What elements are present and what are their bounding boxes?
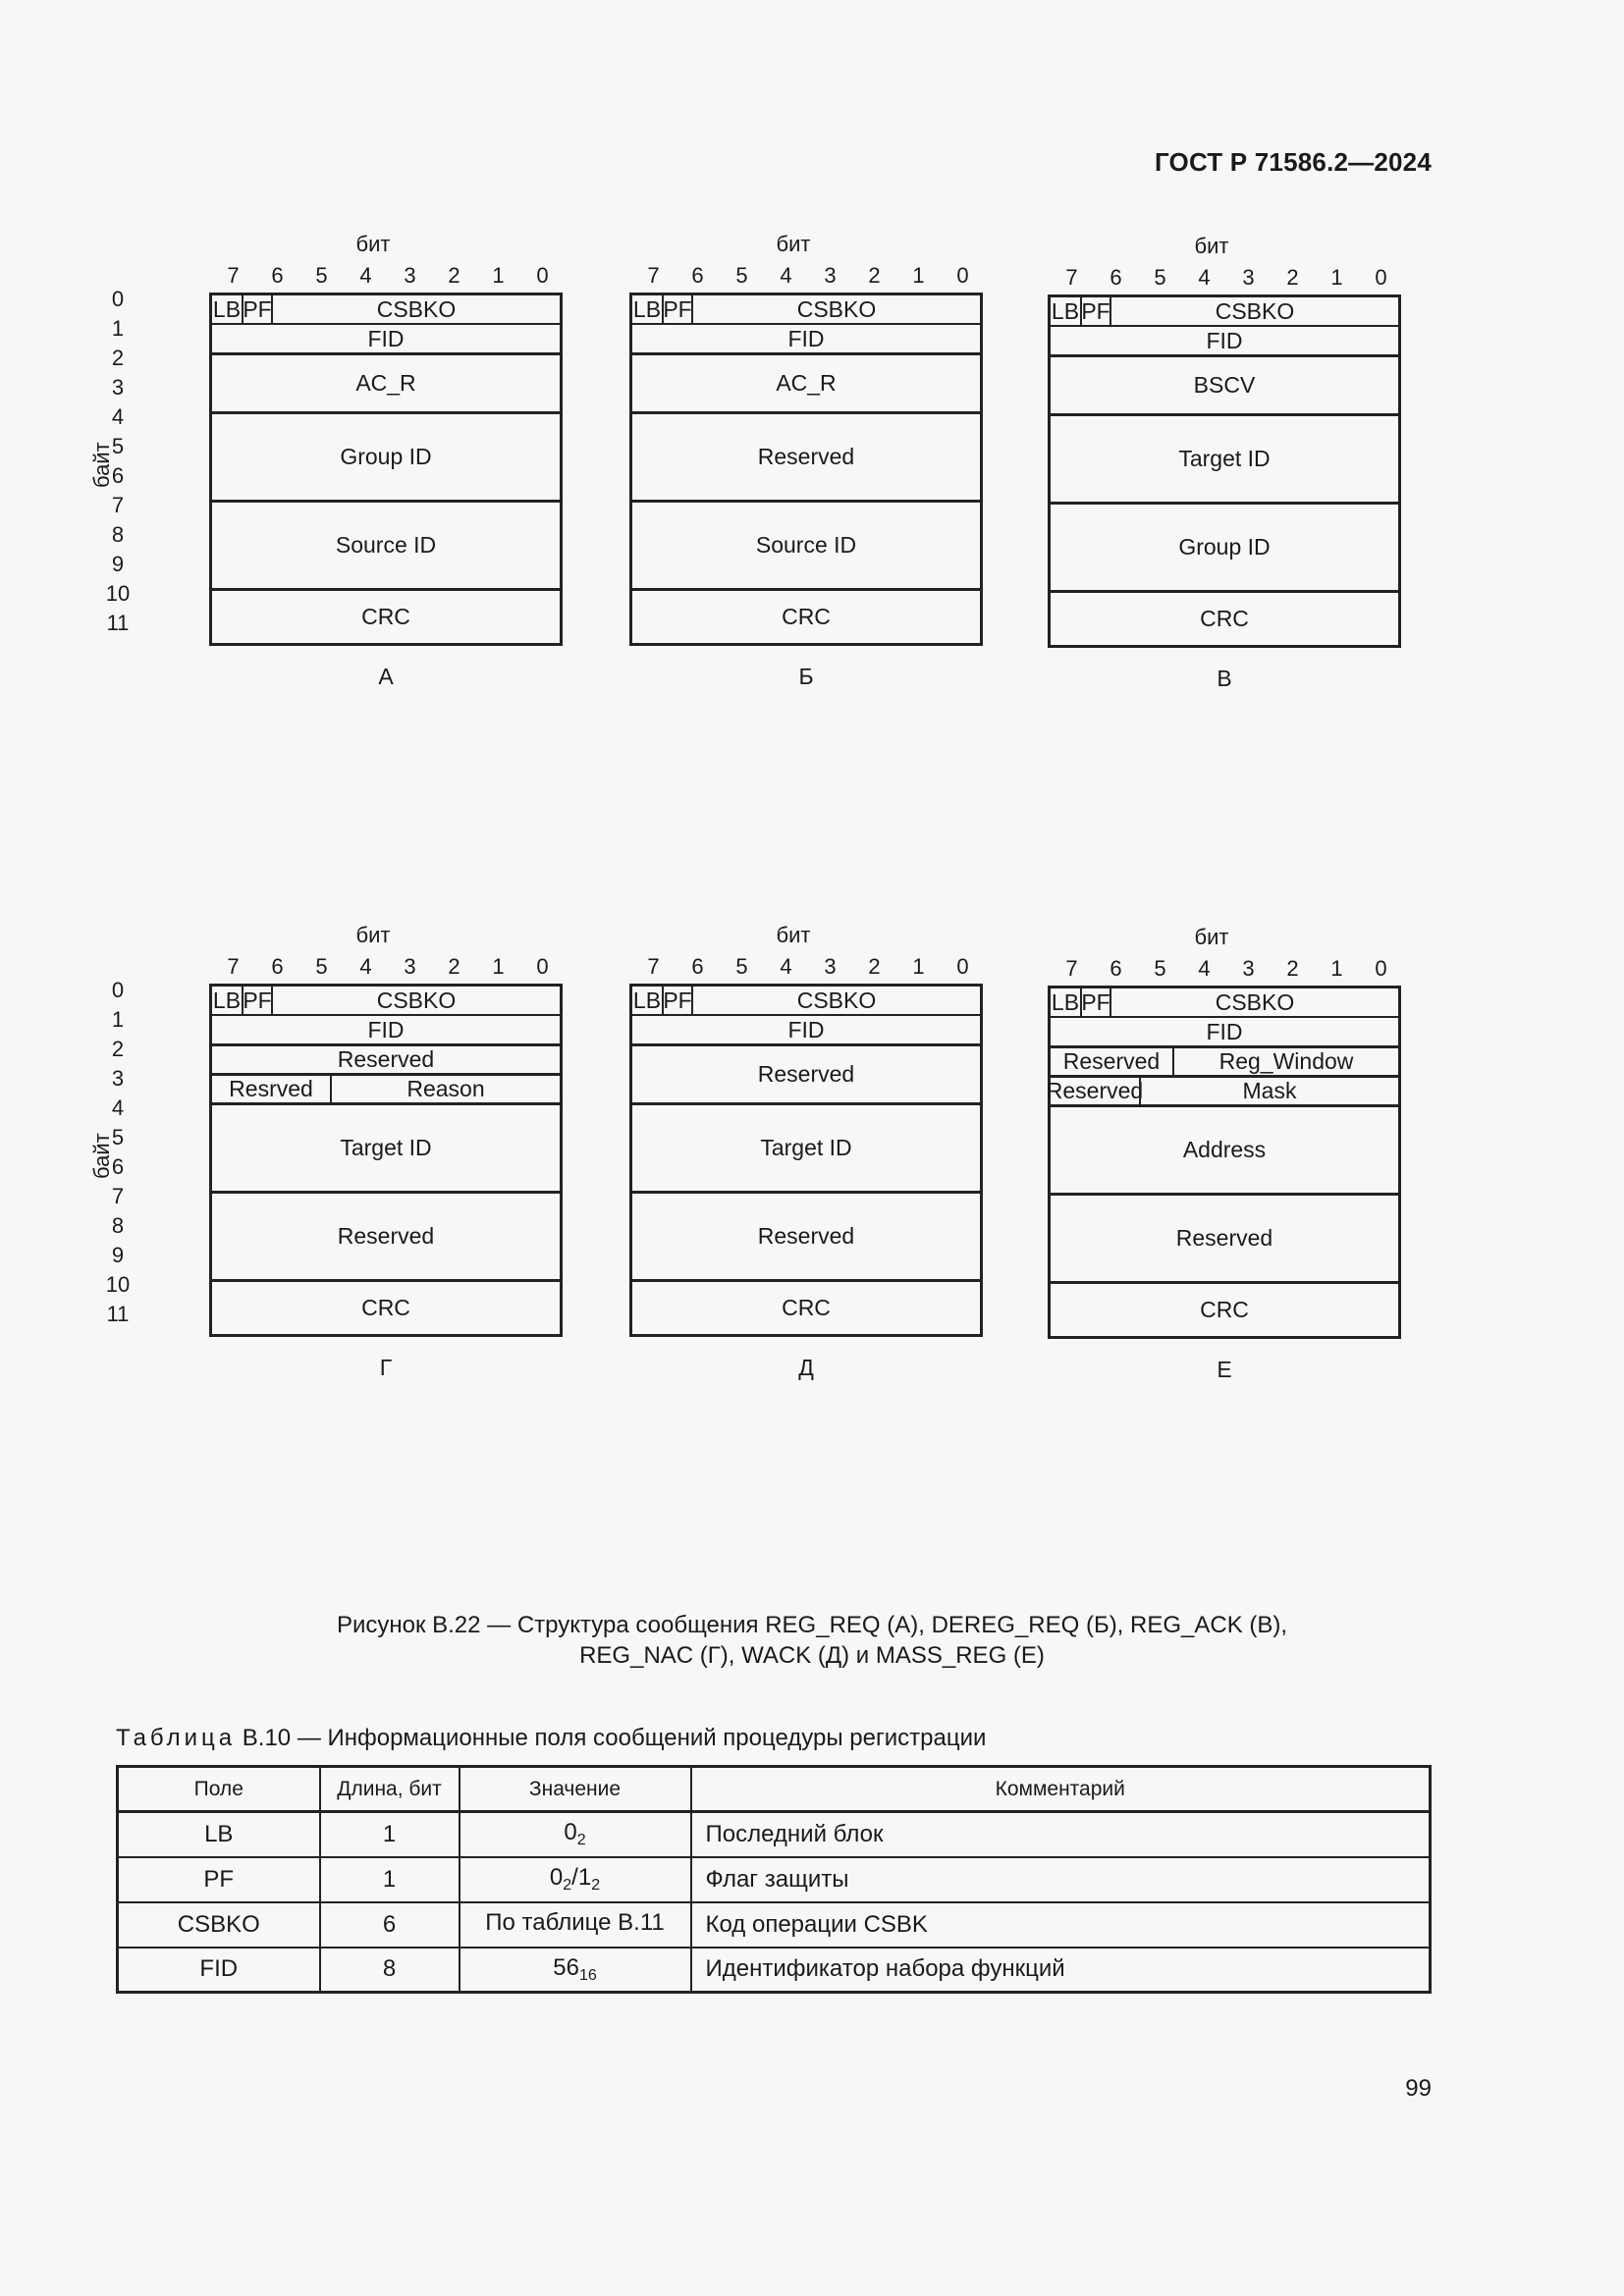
- field-bytes-4-6: Target ID: [632, 1102, 980, 1191]
- bit-number: 2: [1286, 265, 1299, 290]
- comment-cell: Флаг защиты: [691, 1857, 1431, 1902]
- bit-number: 2: [1286, 956, 1299, 981]
- field-bytes-7-9: Group ID: [1051, 502, 1398, 590]
- bit-number: 4: [359, 954, 372, 979]
- bit-axis-title: бит: [355, 923, 391, 947]
- field-byte-2-left: Reserved: [1051, 1045, 1172, 1075]
- bit-number: 3: [1242, 265, 1255, 290]
- table-header-row: [118, 1767, 1431, 1812]
- byte-number: 5: [111, 1125, 125, 1149]
- column-header: Значение: [460, 1767, 691, 1812]
- value-main: 0: [564, 1819, 577, 1846]
- length-cell: 1: [320, 1857, 460, 1902]
- byte-number: 6: [111, 1154, 125, 1179]
- bit-number: 3: [824, 954, 837, 979]
- byte-number: 8: [111, 1213, 125, 1238]
- fid-field: FID: [1051, 1016, 1398, 1045]
- bit-number: 2: [448, 263, 460, 288]
- crc-field: CRC: [632, 588, 980, 643]
- comment-cell: Последний блок: [691, 1812, 1431, 1857]
- value-main: 56: [553, 1953, 579, 1981]
- byte-number: 1: [111, 316, 125, 341]
- diagram-letter: Е: [1217, 1357, 1232, 1382]
- bit-number: 6: [691, 954, 704, 979]
- csbko-field: CSBKO: [691, 987, 980, 1014]
- field-byte-3-right: Reason: [330, 1073, 560, 1102]
- lb-field: LB: [212, 295, 242, 322]
- byte-number: 10: [105, 1272, 131, 1297]
- length-cell: 8: [320, 1948, 460, 1993]
- field-bytes-7-9: Source ID: [212, 500, 560, 588]
- field-byte-3-right: Mask: [1139, 1075, 1398, 1104]
- byte-number: 0: [111, 287, 125, 311]
- bit-number: 4: [359, 263, 372, 288]
- pf-field: PF: [663, 295, 692, 322]
- bit-number: 3: [1242, 956, 1255, 981]
- byte-number: 7: [111, 1184, 125, 1208]
- bit-number: 7: [1065, 956, 1078, 981]
- bit-axis-title: бит: [776, 923, 811, 947]
- value-main: По таблице В.11: [485, 1909, 665, 1936]
- byte-number: 2: [111, 346, 125, 370]
- table-row: [118, 1857, 1431, 1902]
- crc-field: CRC: [632, 1279, 980, 1334]
- crc-field: CRC: [212, 1279, 560, 1334]
- diagram-letter: В: [1217, 666, 1232, 691]
- lb-field: LB: [632, 295, 662, 322]
- bit-number: 1: [492, 263, 505, 288]
- field-cell: CSBKO: [118, 1902, 320, 1948]
- pf-field: PF: [243, 295, 272, 322]
- bit-number: 4: [780, 954, 792, 979]
- csbko-field: CSBKO: [691, 295, 980, 323]
- field-byte-2-right: Reg_Window: [1172, 1045, 1398, 1075]
- byte-number: 8: [111, 522, 125, 547]
- lb-field: LB: [1051, 297, 1080, 324]
- value-subscript: 2: [576, 1832, 586, 1849]
- crc-field: CRC: [1051, 1281, 1398, 1336]
- bit-number: 1: [912, 954, 925, 979]
- bit-number: 3: [404, 263, 416, 288]
- length-cell: 6: [320, 1902, 460, 1948]
- field-bytes-7-9: Source ID: [632, 500, 980, 588]
- bit-number: 2: [868, 954, 881, 979]
- byte-number: 4: [111, 404, 125, 429]
- bit-number: 3: [404, 954, 416, 979]
- byte-number: 2: [111, 1037, 125, 1061]
- byte-number: 9: [111, 552, 125, 576]
- bit-number: 1: [1330, 265, 1343, 290]
- diagram-v: [996, 234, 1506, 691]
- field-bytes-4-6: Address: [1051, 1104, 1398, 1193]
- value-main: 0: [549, 1864, 564, 1891]
- bit-number: 1: [1330, 956, 1343, 981]
- field-bytes-4-6: Target ID: [1051, 413, 1398, 502]
- field-bytes-7-9: Reserved: [1051, 1193, 1398, 1281]
- field-byte-3-left: Resrved: [212, 1073, 330, 1102]
- bit-number: 5: [1154, 956, 1166, 981]
- bit-number: 2: [868, 263, 881, 288]
- csbko-field: CSBKO: [271, 987, 560, 1014]
- csbko-field: CSBKO: [1110, 297, 1398, 325]
- table-row: [118, 1902, 1431, 1948]
- bit-number: 7: [647, 954, 660, 979]
- bit-number: 5: [735, 954, 748, 979]
- bit-number: 4: [1198, 265, 1211, 290]
- byte-number: 6: [111, 463, 125, 488]
- diagram-e: [996, 925, 1506, 1382]
- column-header: Длина, бит: [320, 1767, 460, 1812]
- crc-field: CRC: [212, 588, 560, 643]
- message-structure-grid: [629, 293, 983, 646]
- field-bytes-2-3: AC_R: [212, 352, 560, 411]
- field-cell: FID: [118, 1948, 320, 1993]
- field-bytes-2-3: AC_R: [632, 352, 980, 411]
- table-row: [118, 1948, 1431, 1993]
- bit-number: 5: [1154, 265, 1166, 290]
- field-bytes-4-6: Group ID: [212, 411, 560, 500]
- byte-number: 11: [106, 1302, 130, 1326]
- bit-number: 0: [536, 263, 549, 288]
- value-cell: [460, 1812, 691, 1857]
- bit-number: 5: [315, 954, 328, 979]
- field-bytes-2-3: Reserved: [632, 1043, 980, 1102]
- bit-number: 7: [647, 263, 660, 288]
- table-title: [116, 1725, 986, 1752]
- message-structure-grid: [209, 293, 563, 646]
- bit-number: 6: [271, 954, 284, 979]
- comment-cell: Идентификатор набора функций: [691, 1948, 1431, 1993]
- fid-field: FID: [1051, 325, 1398, 354]
- bit-number: 7: [227, 263, 240, 288]
- byte-number: 5: [111, 434, 125, 458]
- caption-line-2: REG_NAC (Г), WACK (Д) и MASS_REG (Е): [579, 1642, 1045, 1669]
- value-cell: [460, 1857, 691, 1902]
- bit-axis-title: бит: [776, 232, 811, 256]
- field-byte-3-left: Reserved: [1051, 1075, 1139, 1104]
- byte-axis-title: байт: [89, 442, 114, 488]
- pf-field: PF: [243, 987, 272, 1013]
- table-row: [118, 1812, 1431, 1857]
- bit-number: 5: [735, 263, 748, 288]
- table-title-word: Таблица: [116, 1725, 237, 1751]
- bit-number: 0: [956, 263, 969, 288]
- byte-axis-title: байт: [89, 1133, 114, 1179]
- bit-number: 0: [956, 954, 969, 979]
- byte-numbers: [96, 287, 145, 817]
- bit-number: 6: [1110, 265, 1122, 290]
- bit-number: 3: [824, 263, 837, 288]
- diagram-letter: А: [378, 664, 394, 689]
- field-bytes-7-9: Reserved: [632, 1191, 980, 1279]
- column-header: Комментарий: [691, 1767, 1431, 1812]
- fid-field: FID: [212, 323, 560, 352]
- csbko-field: CSBKO: [271, 295, 560, 323]
- diagram-letter: Г: [379, 1355, 393, 1380]
- diagram-letter: Б: [798, 664, 814, 689]
- value-cell: [460, 1948, 691, 1993]
- value-subscript: 16: [578, 1966, 597, 1984]
- byte-number: 11: [106, 611, 130, 635]
- byte-number: 7: [111, 493, 125, 517]
- pf-field: PF: [1081, 988, 1110, 1015]
- bit-number: 5: [315, 263, 328, 288]
- value-cell: [460, 1902, 691, 1948]
- bit-number: 6: [691, 263, 704, 288]
- lb-field: LB: [212, 987, 242, 1013]
- figure-caption: [0, 1610, 1624, 1671]
- byte-number: 4: [111, 1095, 125, 1120]
- byte-number: 10: [105, 581, 131, 606]
- bit-number: 7: [1065, 265, 1078, 290]
- field-cell: LB: [118, 1812, 320, 1857]
- field-bytes-7-9: Reserved: [212, 1191, 560, 1279]
- message-structure-grid: [1048, 294, 1401, 648]
- bit-number: 6: [1110, 956, 1122, 981]
- page-number: 99: [1405, 2075, 1432, 2102]
- byte-number: 9: [111, 1243, 125, 1267]
- field-bytes-2-3: BSCV: [1051, 354, 1398, 413]
- crc-field: CRC: [1051, 590, 1398, 645]
- caption-line-1: Рисунок В.22 — Структура сообщения REG_REQ (А), DEREG_REQ (Б), REG_ACK (В),: [336, 1612, 1288, 1638]
- value-subscript: 2: [563, 1877, 572, 1894]
- byte-number: 0: [111, 978, 125, 1002]
- bit-number: 1: [912, 263, 925, 288]
- value-tail: /1: [571, 1864, 592, 1891]
- field-bytes-4-6: Reserved: [632, 411, 980, 500]
- byte-number: 3: [111, 375, 125, 400]
- value-tail-subscript: 2: [591, 1877, 601, 1894]
- bit-number: 6: [271, 263, 284, 288]
- fid-field: FID: [632, 1014, 980, 1043]
- diagram-letter: Д: [798, 1355, 814, 1380]
- bit-number: 2: [448, 954, 460, 979]
- bit-axis-title: бит: [1194, 925, 1229, 949]
- bit-axis-title: бит: [1194, 234, 1229, 258]
- table-title-text: В.10 — Информационные поля сообщений процедуры регистрации: [236, 1725, 987, 1751]
- fid-field: FID: [212, 1014, 560, 1043]
- bit-number: 1: [492, 954, 505, 979]
- pf-field: PF: [1081, 297, 1110, 324]
- lb-field: LB: [632, 987, 662, 1013]
- lb-field: LB: [1051, 988, 1080, 1015]
- comment-cell: Код операции CSBK: [691, 1902, 1431, 1948]
- message-structure-grid: [1048, 986, 1401, 1339]
- pf-field: PF: [663, 987, 692, 1013]
- csbko-field: CSBKO: [1110, 988, 1398, 1016]
- length-cell: 1: [320, 1812, 460, 1857]
- field-bytes-4-6: Target ID: [212, 1102, 560, 1191]
- byte-number: 1: [111, 1007, 125, 1032]
- byte-numbers: [96, 978, 145, 1508]
- bit-number: 0: [1375, 265, 1387, 290]
- bit-number: 0: [536, 954, 549, 979]
- fid-field: FID: [632, 323, 980, 352]
- message-structure-grid: [629, 984, 983, 1337]
- bit-number: 4: [780, 263, 792, 288]
- bit-number: 0: [1375, 956, 1387, 981]
- column-header: Поле: [118, 1767, 320, 1812]
- bit-axis-title: бит: [355, 232, 391, 256]
- field-byte-2: Reserved: [212, 1043, 560, 1073]
- bit-number: 7: [227, 954, 240, 979]
- registration-fields-table: [116, 1765, 1432, 1994]
- message-structure-grid: [209, 984, 563, 1337]
- bit-number: 4: [1198, 956, 1211, 981]
- document-header: ГОСТ Р 71586.2—2024: [1154, 147, 1432, 177]
- field-cell: PF: [118, 1857, 320, 1902]
- byte-number: 3: [111, 1066, 125, 1091]
